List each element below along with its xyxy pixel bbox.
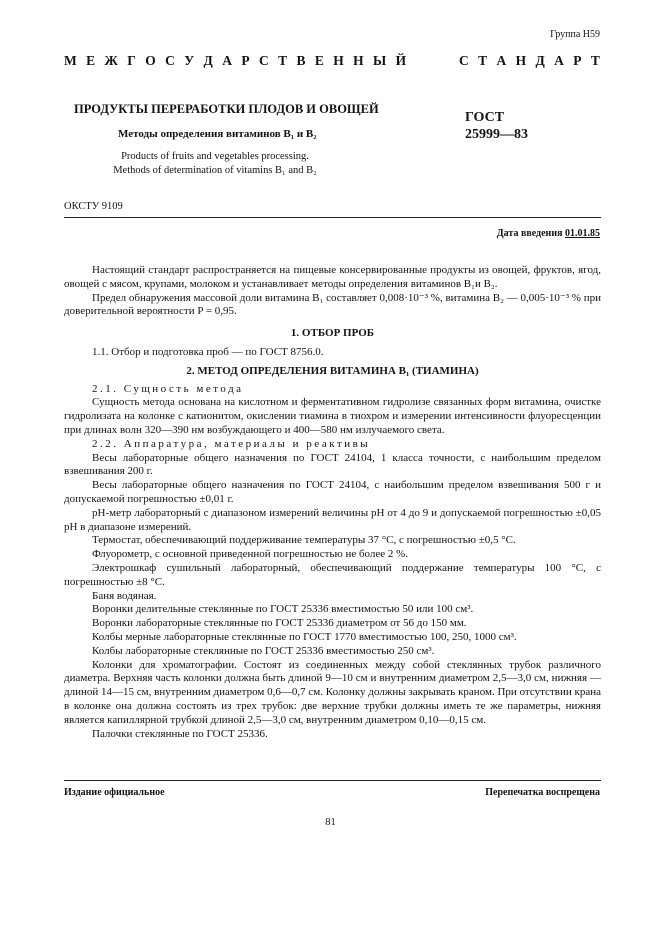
equipment-list	[64, 452, 601, 742]
intro-paragraph: Настоящий стандарт распространяется на пищевые консервированные продукты из овощей, фруктов, ягод, овощей с мясом, крупами, молоком и устанавливает методы определения витаминов B₁и B₂.	[64, 264, 601, 290]
sampling-paragraph: 1.1. Отбор и подготовка проб — по ГОСТ 8756.0.	[92, 345, 324, 358]
equipment-item: Колонки для хроматографии. Состоят из соединенных между собой стеклянных трубок различного диаметра. Верхняя часть колонки должна быть длиной 9—10 см и внутренним диаметром 2,5—3,0 см, нижняя — длиной 14—15 см, внутренним диаметром 0,6—0,7 см. Колонку должны закрывать краном. При отсутствии крана в колонке она должна состоять из трех трубок: две верхние трубки должны иметь те же параметры, нижняя является капиллярной трубкой длиной 2,5—3,0 см, внутренним диаметром 0,10—0,15 см.	[64, 658, 601, 726]
subsection-heading: 2.1. Сущность метода	[92, 382, 244, 395]
method-essence-paragraph: Сущность метода основана на кислотном и ферментативном гидролизе связанных форм витамина, очистке гидролизата на колонке с катионитом, окислении тиамина в тиохром и измерении интенсивности флуоресценции при длинах волн 320—390 нм возбуждающего и 400—580 нм излучаемого света.	[64, 396, 601, 436]
document-body	[64, 264, 601, 741]
banner-letter: М	[64, 53, 77, 68]
gost-label: ГОСТ	[465, 110, 505, 125]
banner-letter: Т	[278, 53, 288, 68]
banner-letter: Д	[203, 53, 213, 68]
equipment-item: Воронки лабораторные стеклянные по ГОСТ 25336 диаметром от 56 до 150 мм.	[92, 617, 467, 630]
banner-letter: Н	[515, 53, 527, 68]
banner-letter: У	[184, 53, 195, 68]
banner-letter: А	[554, 53, 564, 68]
banner-letter: Т	[590, 53, 600, 68]
banner-letter: С	[458, 53, 469, 68]
gost-number: 25999—83	[465, 127, 528, 142]
standard-banner	[64, 53, 600, 69]
divider	[64, 780, 601, 781]
english-title-line1: Products of fruits and vegetables processing.	[121, 151, 309, 162]
official-edition-note: Издание официальное	[64, 787, 165, 798]
date-label: Дата введения	[496, 228, 563, 239]
divider	[64, 217, 601, 218]
banner-letter: С	[258, 53, 269, 68]
english-title-line2: Methods of determination of vitamins B₁ and B₂	[113, 165, 317, 176]
banner-letter: Н	[353, 53, 364, 68]
equipment-item: Весы лабораторные общего назначения по ГОСТ 24104, с наибольшим пределом взвешивания 500 г и допускаемой погрешностью ±0,01 г.	[64, 479, 601, 505]
banner-letter: Г	[127, 53, 136, 68]
gost-designation	[465, 109, 528, 143]
equipment-item: Палочки стеклянные по ГОСТ 25336.	[92, 727, 268, 740]
banner-gap	[416, 53, 450, 69]
banner-letter: Е	[314, 53, 324, 68]
banner-letter: В	[296, 53, 306, 68]
banner-letter: Д	[535, 53, 545, 68]
banner-letter: О	[145, 53, 156, 68]
banner-letter: А	[222, 53, 232, 68]
date-value: 01.01.85	[565, 228, 600, 239]
equipment-item: Баня водяная.	[92, 589, 157, 602]
reprint-prohibited-note: Перепечатка воспрещена	[485, 787, 600, 798]
banner-letter: Е	[86, 53, 96, 68]
section-heading: 2. МЕТОД ОПРЕДЕЛЕНИЯ ВИТАМИНА B₁ (ТИАМИНА)	[186, 364, 479, 377]
equipment-item: Колбы лабораторные стеклянные по ГОСТ 25336 вместимостью 250 см³.	[92, 644, 435, 657]
equipment-item: Воронки делительные стеклянные по ГОСТ 25336 вместимостью 50 или 100 см³.	[92, 603, 474, 616]
banner-letter: Ы	[373, 53, 387, 68]
banner-letter: Р	[573, 53, 582, 68]
banner-letter: А	[496, 53, 507, 68]
document-title: ПРОДУКТЫ ПЕРЕРАБОТКИ ПЛОДОВ И ОВОЩЕЙ	[74, 102, 379, 116]
equipment-item: Весы лабораторные общего назначения по ГОСТ 24104, 1 класса точности, с наибольшим пределом взвешивания 200 г.	[64, 451, 601, 478]
banner-letter: Ж	[104, 53, 118, 68]
document-subtitle: Методы определения витаминов B₁ и B₂	[118, 128, 317, 140]
banner-letter: С	[165, 53, 175, 68]
equipment-item: Колбы мерные лабораторные стеклянные по ГОСТ 1770 вместимостью 100, 250, 1000 см³.	[92, 630, 517, 643]
subsection-heading: 2.2. Аппаратура, материалы и реактивы	[92, 437, 371, 450]
equipment-item: Флуорометр, с основной приведенной погрешностью не более 2 %.	[92, 548, 409, 561]
page-number: 81	[325, 817, 336, 828]
effective-date	[497, 228, 600, 239]
detection-limit-paragraph: Предел обнаружения массовой доли витамина B₁ составляет 0,008·10⁻³ %, витамина B₂ — 0,005·10⁻³ % при доверительной вероятности P = 0,95.	[64, 291, 601, 318]
banner-letter: Н	[333, 53, 344, 68]
banner-letter: Р	[241, 53, 250, 68]
section-heading: 1. ОТБОР ПРОБ	[290, 327, 375, 340]
equipment-item: pH-метр лабораторный с диапазоном измерений величины pH от 4 до 9 и допускаемой погрешностью ±0,05 pH в диапазоне измерений.	[64, 506, 601, 533]
banner-letter: Т	[478, 53, 488, 68]
banner-letter: Й	[395, 53, 407, 68]
equipment-item: Электрошкаф сушильный лабораторный, обеспечивающий поддержание температуры 100 °C, с погрешностью ±8 °C.	[64, 561, 601, 588]
okstu-code: ОКСТУ 9109	[64, 201, 123, 212]
group-label: Группа Н59	[550, 29, 600, 40]
equipment-item: Термостат, обеспечивающий поддерживание температуры 37 °C, с погрешностью ±0,5 °C.	[92, 534, 516, 547]
